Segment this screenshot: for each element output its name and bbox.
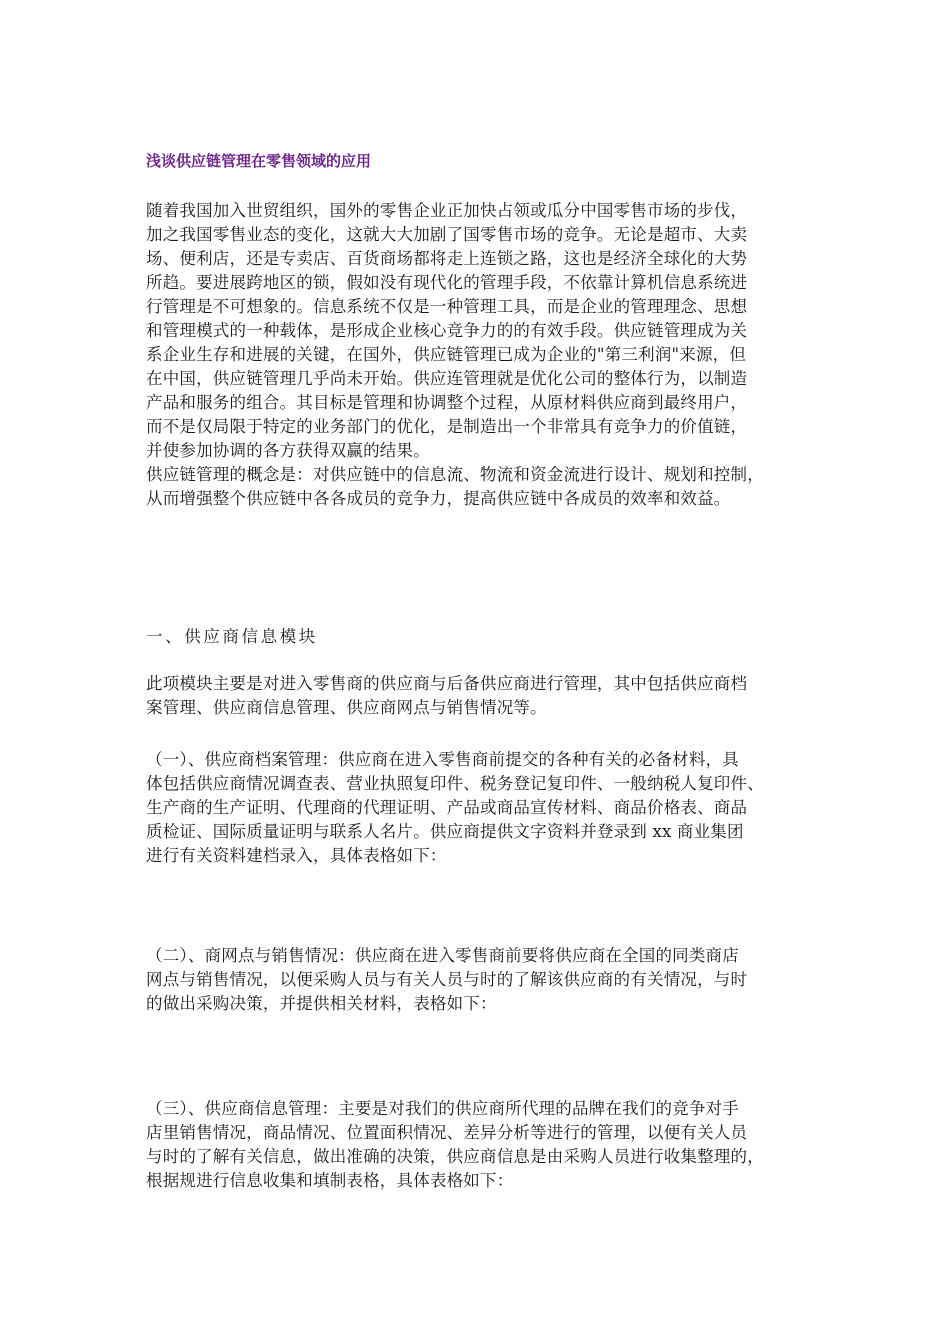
- subsection-3-line: （三）、供应商信息管理：主要是对我们的供应商所代理的品牌在我们的竞争对手: [146, 1099, 739, 1118]
- intro-line: 从而增强整个供应链中各各成员的竞争力，提高供应链中各成员的效率和效益。: [146, 489, 731, 508]
- subsection-1-line: （一）、供应商档案管理：供应商在进入零售商前提交的各种有关的必备材料，具: [146, 750, 739, 769]
- intro-line: 场、便利店，还是专卖店、百货商场都将走上连锁之路，这也是经济全球化的大势: [146, 249, 748, 268]
- subsection-2-line: （二）、商网点与销售情况：供应商在进入零售商前要将供应商在全国的同类商店: [146, 946, 739, 965]
- subsection-1-line: 进行有关资料建档录入，具体表格如下：: [146, 846, 447, 865]
- intro-line: 加之我国零售业态的变化，这就大大加剧了国零售市场的竞争。无论是超市、大卖: [146, 225, 748, 244]
- intro-line: 和管理模式的一种载体，是形成企业核心竞争力的的有效手段。供应链管理成为关: [146, 321, 748, 340]
- intro-line: 而不是仅局限于特定的业务部门的优化，是制造出一个非常具有竞争力的价值链，: [146, 417, 748, 436]
- section-intro-line: 此项模块主要是对进入零售商的供应商与后备供应商进行管理，其中包括供应商档: [146, 674, 748, 693]
- intro-line: 在中国，供应链管理几乎尚未开始。供应连管理就是优化公司的整体行为，以制造: [146, 369, 748, 388]
- intro-line: 所趋。要进展跨地区的锁，假如没有现代化的管理手段，不依靠计算机信息系统进: [146, 273, 748, 292]
- subsection-1-line: 体包括供应商情况调查表、营业执照复印件、税务登记复印件、一般纳税人复印件、: [146, 774, 764, 793]
- intro-line: 产品和服务的组合。其目标是管理和协调整个过程，从原材料供应商到最终用户，: [146, 393, 748, 412]
- intro-line: 并使参加协调的各方获得双赢的结果。: [146, 441, 430, 460]
- subsection-2-line: 的做出采购决策，并提供相关材料，表格如下：: [146, 994, 497, 1013]
- subsection-1-line: 质检证、国际质量证明与联系人名片。供应商提供文字资料并登录到 xx 商业集团: [146, 822, 744, 841]
- subsection-3-line: 与时的了解有关信息，做出准确的决策，供应商信息是由采购人员进行收集整理的，: [146, 1147, 764, 1166]
- intro-line: 行管理是不可想象的。信息系统不仅是一种管理工具，而是企业的管理理念、思想: [146, 297, 748, 316]
- section-heading: 一、供应商信息模块: [146, 627, 318, 646]
- document-title: 浅谈供应链管理在零售领域的应用: [146, 152, 372, 170]
- subsection-3-line: 根据规进行信息收集和填制表格，具体表格如下：: [146, 1171, 514, 1190]
- subsection-2-line: 网点与销售情况，以便采购人员与有关人员与时的了解该供应商的有关情况，与时: [146, 970, 748, 989]
- section-intro-line: 案管理、供应商信息管理、供应商网点与销售情况等。: [146, 698, 547, 717]
- intro-line: 随着我国加入世贸组织，国外的零售企业正加快占领或瓜分中国零售市场的步伐，: [146, 201, 748, 220]
- subsection-1-line: 生产商的生产证明、代理商的代理证明、产品或商品宣传材料、商品价格表、商品: [146, 798, 748, 817]
- intro-line: 系企业生存和进展的关键，在国外，供应链管理已成为企业的"第三利润"来源，但: [146, 345, 747, 364]
- subsection-3-line: 店里销售情况，商品情况、位置面积情况、差异分析等进行的管理，以便有关人员: [146, 1123, 748, 1142]
- intro-line: 供应链管理的概念是：对供应链中的信息流、物流和资金流进行设计、规划和控制，: [146, 465, 764, 484]
